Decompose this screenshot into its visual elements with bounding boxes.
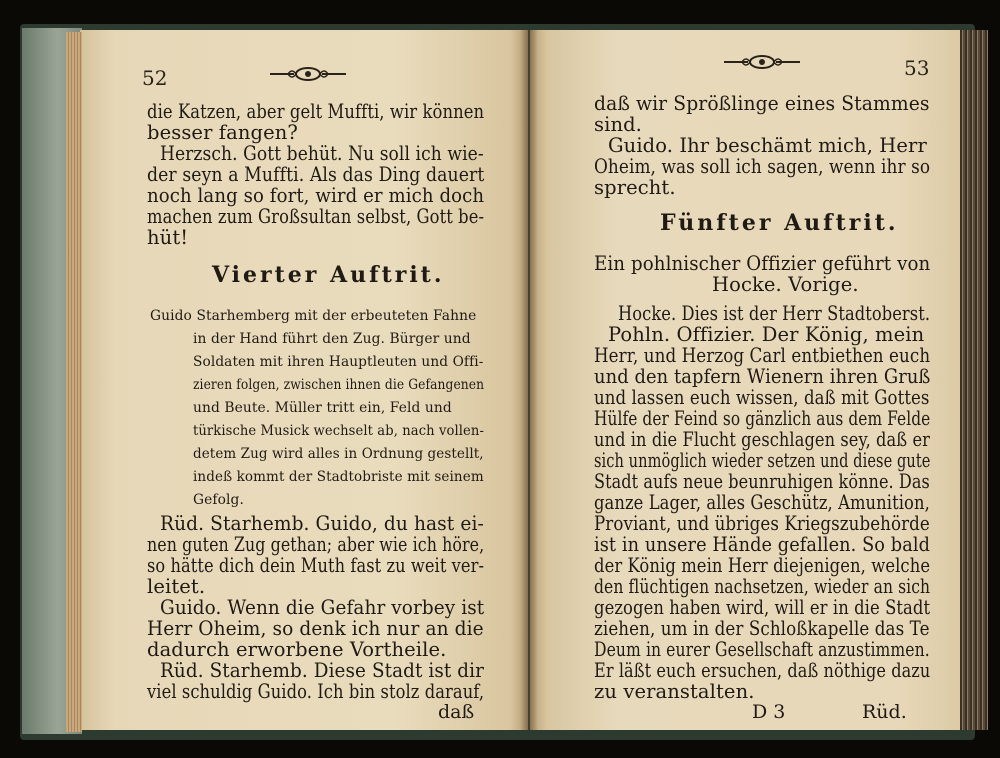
text-line: Pohln. Offizier. Der König, mein [608,323,925,346]
text-line: und lassen euch wissen, daß mit Gottes [594,386,930,409]
text-line: türkische Musick wechselt ab, nach vollen- [193,423,484,439]
text-line: Proviant, und übriges Kriegszubehörde [594,512,930,535]
text-line: viel schuldig Guido. Ich bin stolz darauf, [147,680,485,703]
text-line: und in die Flucht geschlagen sey, daß er [594,428,930,451]
text-line: Oheim, was soll ich sagen, wenn ihr so [594,155,931,178]
text-line: Deum in eurer Gesellschaft anzustimmen. [594,638,930,661]
text-line: ganze Lager, alles Geschütz, Amunition, [594,491,930,514]
text-line: Herzsch. Gott behüt. Nu soll ich wie- [160,142,484,165]
left-page-number: 52 [142,66,168,90]
text-line: Er läßt euch ersuchen, daß nöthige dazu [594,659,931,682]
text-line: den flüchtigen nachsetzen, wieder an sich [594,575,931,598]
text-line: Hocke. Dies ist der Herr Stadtoberst. [618,302,931,325]
text-line: Soldaten mit ihren Hauptleuten und Offi- [193,354,484,370]
text-line: detem Zug wird alles in Ordnung gestellt, [193,446,484,462]
text-line: ist in unsere Hände gefallen. So bald [594,533,931,556]
text-line: so hätte dich dein Muth fast zu weit ver- [147,554,485,577]
book-gutter [520,30,538,730]
right-page-number: 53 [904,56,930,80]
text-line: hüt! [147,226,189,249]
text-line: und den tapfern Wienern ihren Gruß [594,365,931,388]
right-page-edges [960,30,988,730]
text-line: zu veranstalten. [594,680,755,703]
text-line: zieren folgen, zwischen ihnen die Gefangenen [193,377,485,393]
text-line: ziehen, um in der Schloßkapelle das Te [594,617,930,640]
left-catchword: daß [438,701,475,723]
text-line: sich unmöglich wieder setzen und diese gute [594,449,931,472]
ornament-icon [268,64,348,84]
scene-heading: Fünfter Auftrit. [660,210,899,236]
ornament-icon [722,52,802,72]
text-line: Gefolg. [193,492,244,508]
text-line: Stadt aufs neue beunruhigen könne. Das [594,470,930,493]
text-line: daß wir Sprößlinge eines Stammes [594,92,930,115]
text-line: machen zum Großsultan selbst, Gott be- [147,205,485,228]
signature-mark: D 3 [752,701,786,723]
text-line: Rüd. Starhemb. Guido, du hast ei- [160,512,484,535]
text-line: der König mein Herr diejenigen, welche [594,554,931,577]
left-page-edges [66,32,82,732]
text-line: Ein pohlnischer Offizier geführt von [594,252,931,275]
text-line: in der Hand führt den Zug. Bürger und [193,331,471,347]
text-line: Guido. Ihr beschämt mich, Herr [608,134,927,157]
text-line: leitet. [147,575,206,598]
right-catchword: Rüd. [862,701,907,723]
text-line: Hülfe der Feind so gänzlich aus dem Felde [594,407,931,430]
text-line: sprecht. [594,176,676,199]
text-line: besser fangen? [147,121,298,144]
text-line: Rüd. Starhemb. Diese Stadt ist dir [160,659,485,682]
text-line: dadurch erworbene Vortheile. [147,638,447,661]
text-line: sind. [594,113,642,136]
text-line: Herr, und Herzog Carl entbiethen euch [594,344,931,367]
text-line: nen guten Zug gethan; aber wie ich höre, [147,533,485,556]
text-line: Guido. Wenn die Gefahr vorbey ist [160,596,485,619]
text-line: die Katzen, aber gelt Muffti, wir können [147,100,485,123]
text-line: Guido Starhemberg mit der erbeuteten Fahne [150,308,477,324]
text-line: der seyn a Muffti. Als das Ding dauert [147,163,485,186]
text-line: Herr Oheim, so denk ich nur an die [147,617,484,640]
text-line: noch lang so fort, wird er mich doch [147,184,485,207]
scene-heading: Vierter Auftrit. [212,262,445,288]
text-line: Hocke. Vorige. [712,273,859,296]
text-line: gezogen haben wird, will er in die Stadt [594,596,931,619]
text-line: und Beute. Müller tritt ein, Feld und [193,400,452,416]
text-line: indeß kommt der Stadtobriste mit seinem [193,469,484,485]
